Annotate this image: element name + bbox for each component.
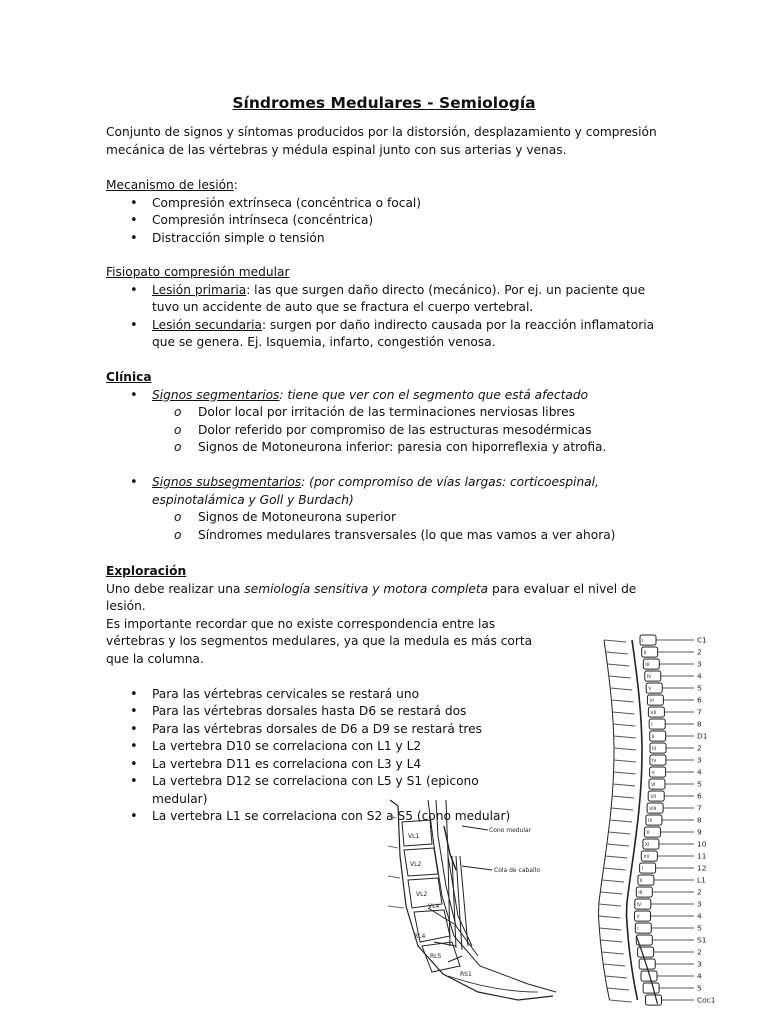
vertebral-body	[643, 983, 659, 993]
spine-level-label: 12	[697, 863, 707, 873]
list-item: • Compresión extrínseca (concéntrica o focal)	[106, 195, 666, 213]
sub-list-item: o Dolor local por irritación de las terminaciones nerviosas libres	[106, 404, 666, 422]
vertebra-numeral-label: IV	[646, 675, 652, 680]
list-item: • La vertebra D12 se correlaciona con L5 y S1 (epicono medular)	[106, 773, 526, 808]
vertebra-numeral-label: XII	[643, 855, 650, 860]
list-item: • Distracción simple o tensión	[106, 230, 666, 248]
sub-list-item: o Dolor referido por compromiso de las estructuras mesodérmicas	[106, 422, 666, 440]
clinica-heading: Clínica	[106, 370, 152, 384]
mecanismo-section: Mecanismo de lesión: • Compresión extrínseca (concéntrica o focal) • Compresión intrínseca (concéntrica) • Distracción simple o tensión	[106, 177, 666, 247]
fisiopato-section	[106, 264, 666, 352]
spine-level-label: 5	[697, 923, 702, 933]
spine-level-label: 5	[697, 683, 702, 693]
fig-label-vl2b: VL2	[416, 891, 428, 898]
vertebra-numeral-label: IX	[647, 819, 653, 824]
list-item: • Para las vértebras cervicales se restará uno	[106, 686, 526, 704]
seg-text: : tiene que ver con el segmento que está afectado	[279, 387, 589, 402]
spinous-process	[613, 724, 635, 726]
vertebral-body	[638, 947, 654, 957]
spinous-process	[602, 880, 624, 882]
clinica-list	[106, 387, 666, 545]
spinous-process	[611, 808, 633, 810]
spine-level-label: 3	[697, 659, 702, 669]
spine-level-label: D1	[697, 731, 708, 741]
seg-label: Signos segmentarios	[152, 387, 280, 402]
exploracion-heading: Exploración	[106, 564, 187, 578]
spine-level-label: 11	[697, 851, 707, 861]
list-item: • La vertebra D10 se correlaciona con L1 y L2	[106, 738, 526, 756]
subseg-label: Signos subsegmentarios	[152, 475, 302, 489]
vertebral-body	[646, 995, 662, 1005]
vertebra-numeral-label: VII	[650, 795, 657, 800]
spine-level-label: 5	[697, 779, 702, 789]
spinous-process	[614, 760, 636, 762]
list-item: • La vertebra L1 se correlaciona con S2 a S5 (cono medular)	[106, 808, 526, 826]
spinous-process	[600, 940, 622, 942]
list-item: • Compresión intrínseca (concéntrica)	[106, 212, 666, 230]
spinous-process	[610, 688, 632, 690]
spinous-process	[603, 964, 625, 966]
spine-level-label: 4	[697, 767, 702, 777]
vertebra-numeral-label: II	[651, 735, 655, 740]
exploracion-paragraph-1: Uno debe realizar una semiología sensitiva y motora completa para evaluar el nivel de lesión.	[106, 581, 637, 613]
spinous-process	[600, 892, 622, 894]
spine-level-label: S1	[697, 935, 707, 945]
vertebra-numeral-label: X	[646, 831, 650, 836]
spinous-process	[605, 856, 627, 858]
subseg-text: : (por compromiso de vías largas: corticoespinal, espinotalámica y Goll y Burdach)	[152, 475, 599, 507]
spine-level-label: 5	[697, 983, 702, 993]
spinous-process	[599, 904, 621, 906]
list-item	[106, 474, 666, 509]
spacer	[106, 457, 666, 475]
vertebra-numeral-label: II	[643, 651, 647, 656]
fig-label-vl4: VL4	[428, 903, 440, 910]
spinous-process	[608, 832, 630, 834]
secundaria-text: : surgen por daño indirecto causada por la reacción inflamatoria que se genera. Ej. Isquemia, infarto, congestión venosa.	[152, 317, 655, 349]
spinous-process	[610, 820, 632, 822]
spinous-process	[604, 868, 626, 870]
spinous-process	[610, 1000, 632, 1002]
spine-level-label: 4	[697, 911, 702, 921]
intro-paragraph: Conjunto de signos y síntomas producidos por la distorsión, desplazamiento y compresión mecánica de las vértebras y médula espinal junto con sus arterias y venas.	[106, 125, 657, 157]
list-item: • Para las vértebras dorsales hasta D6 se restará dos	[106, 703, 526, 721]
spine-level-label: 7	[697, 707, 702, 717]
fig-label-vl2: VL2	[410, 861, 422, 868]
spinous-process	[606, 652, 628, 654]
vertebra-numeral-label: VI	[649, 699, 654, 704]
spine-level-label: 10	[697, 839, 707, 849]
mecanismo-list	[106, 195, 666, 248]
spinous-process	[614, 772, 636, 774]
spinous-process	[602, 952, 624, 954]
exploracion-section	[106, 563, 637, 826]
vertebra-numeral-label: III	[645, 663, 650, 668]
secundaria-label: Lesión secundaria	[152, 317, 262, 332]
spinous-process	[612, 712, 634, 714]
spine-level-label: C1	[697, 635, 707, 645]
sub-list-item: o Signos de Motoneurona superior	[106, 509, 666, 527]
spinous-process	[611, 700, 633, 702]
spine-level-label: 7	[697, 803, 702, 813]
fisiopato-list	[106, 282, 666, 352]
mecanismo-heading: Mecanismo de lesión	[106, 178, 234, 192]
lumbar-spine-figure	[388, 796, 580, 1002]
spine-level-label: 2	[697, 647, 702, 657]
fig-label-rs1: RS1	[460, 971, 472, 978]
vertebra-numeral-label: III	[652, 747, 657, 752]
spine-level-label: 2	[697, 743, 702, 753]
fig-label-rl4: RL4	[414, 933, 426, 940]
page-title: Síndromes Medulares - Semiología	[232, 94, 536, 112]
spine-level-label: 3	[697, 755, 702, 765]
spine-level-label: 6	[697, 695, 702, 705]
spine-level-label: L1	[697, 875, 706, 885]
fig-label-cono-medular: Cono medular	[489, 827, 532, 834]
vertebra-numeral-label: VII	[650, 711, 657, 716]
list-item	[106, 317, 666, 352]
spinous-process	[614, 748, 636, 750]
spine-level-label: 8	[697, 815, 702, 825]
vertebra-numeral-label: VIII	[649, 807, 657, 812]
spinous-process	[605, 976, 627, 978]
fig-label-vl1: VL1	[408, 833, 420, 840]
vertebra-numeral-label: IV	[651, 759, 657, 764]
vertebra-numeral-label: I	[642, 639, 644, 644]
list-item: • Para las vértebras dorsales de D6 a D9 se restará tres	[106, 721, 526, 739]
spinous-process	[612, 796, 634, 798]
sacrum-outline	[636, 936, 657, 1004]
vertebra-numeral-label: I	[637, 927, 639, 932]
spinous-process	[609, 676, 631, 678]
fig-label-cola-caballo: Cola de caballo	[494, 867, 540, 874]
primaria-label: Lesión primaria	[152, 282, 247, 297]
fig-label-rl5: RL5	[430, 953, 442, 960]
fisiopato-heading: Fisiopato compresión medular	[106, 265, 290, 279]
list-item	[106, 387, 666, 405]
vertebra-numeral-label: II	[639, 879, 643, 884]
spine-level-label: Coc1	[697, 995, 716, 1005]
spinous-process	[607, 988, 629, 990]
spinous-process	[614, 736, 636, 738]
full-spine-figure	[596, 632, 768, 1016]
spinous-process	[604, 640, 626, 642]
spine-level-label: 3	[697, 959, 702, 969]
sub-list-item: o Síndromes medulares transversales (lo que mas vamos a ver ahora)	[106, 527, 666, 545]
spine-level-label: 2	[697, 947, 702, 957]
vertebra-numeral-label: I	[651, 723, 653, 728]
vertebra-numeral-label: VI	[651, 783, 656, 788]
sub-list-item: o Signos de Motoneurona inferior: paresia con hiporreflexia y atrofia.	[106, 439, 666, 457]
spinous-process	[599, 928, 621, 930]
vertebra-numeral-label: XI	[644, 843, 650, 848]
spine-level-label: 4	[697, 971, 702, 981]
spine-level-label: 4	[697, 671, 702, 681]
exploracion-paragraph-2: Es importante recordar que no existe correspondencia entre las vértebras y los segmentos medulares, ya que la medula es más corta que la columna.	[106, 616, 533, 666]
vertebra-numeral-label: III	[638, 891, 643, 896]
vertebra-numeral-label: V	[648, 687, 652, 692]
vertebra-numeral-label: IV	[636, 903, 642, 908]
clinica-section	[106, 369, 666, 544]
vertebra-numeral-label: I	[641, 867, 643, 872]
primaria-text: : las que surgen daño directo (mecánico). Por ej. un paciente que tuvo un accidente de auto que se fractura el cuerpo vertebral.	[152, 282, 646, 314]
list-item	[106, 282, 666, 317]
spinous-process	[607, 844, 629, 846]
spine-level-label: 8	[697, 719, 702, 729]
spine-level-label: 2	[697, 887, 702, 897]
spine-level-label: 9	[697, 827, 702, 837]
list-item: • La vertebra D11 es correlaciona con L3 y L4	[106, 756, 526, 774]
spinous-process	[613, 784, 635, 786]
spine-level-label: 3	[697, 899, 702, 909]
vertebra-numeral-label: V	[636, 915, 640, 920]
spine-level-label: 6	[697, 791, 702, 801]
spinous-process	[607, 664, 629, 666]
vertebra-numeral-label: V	[651, 771, 655, 776]
spinous-process	[599, 916, 621, 918]
